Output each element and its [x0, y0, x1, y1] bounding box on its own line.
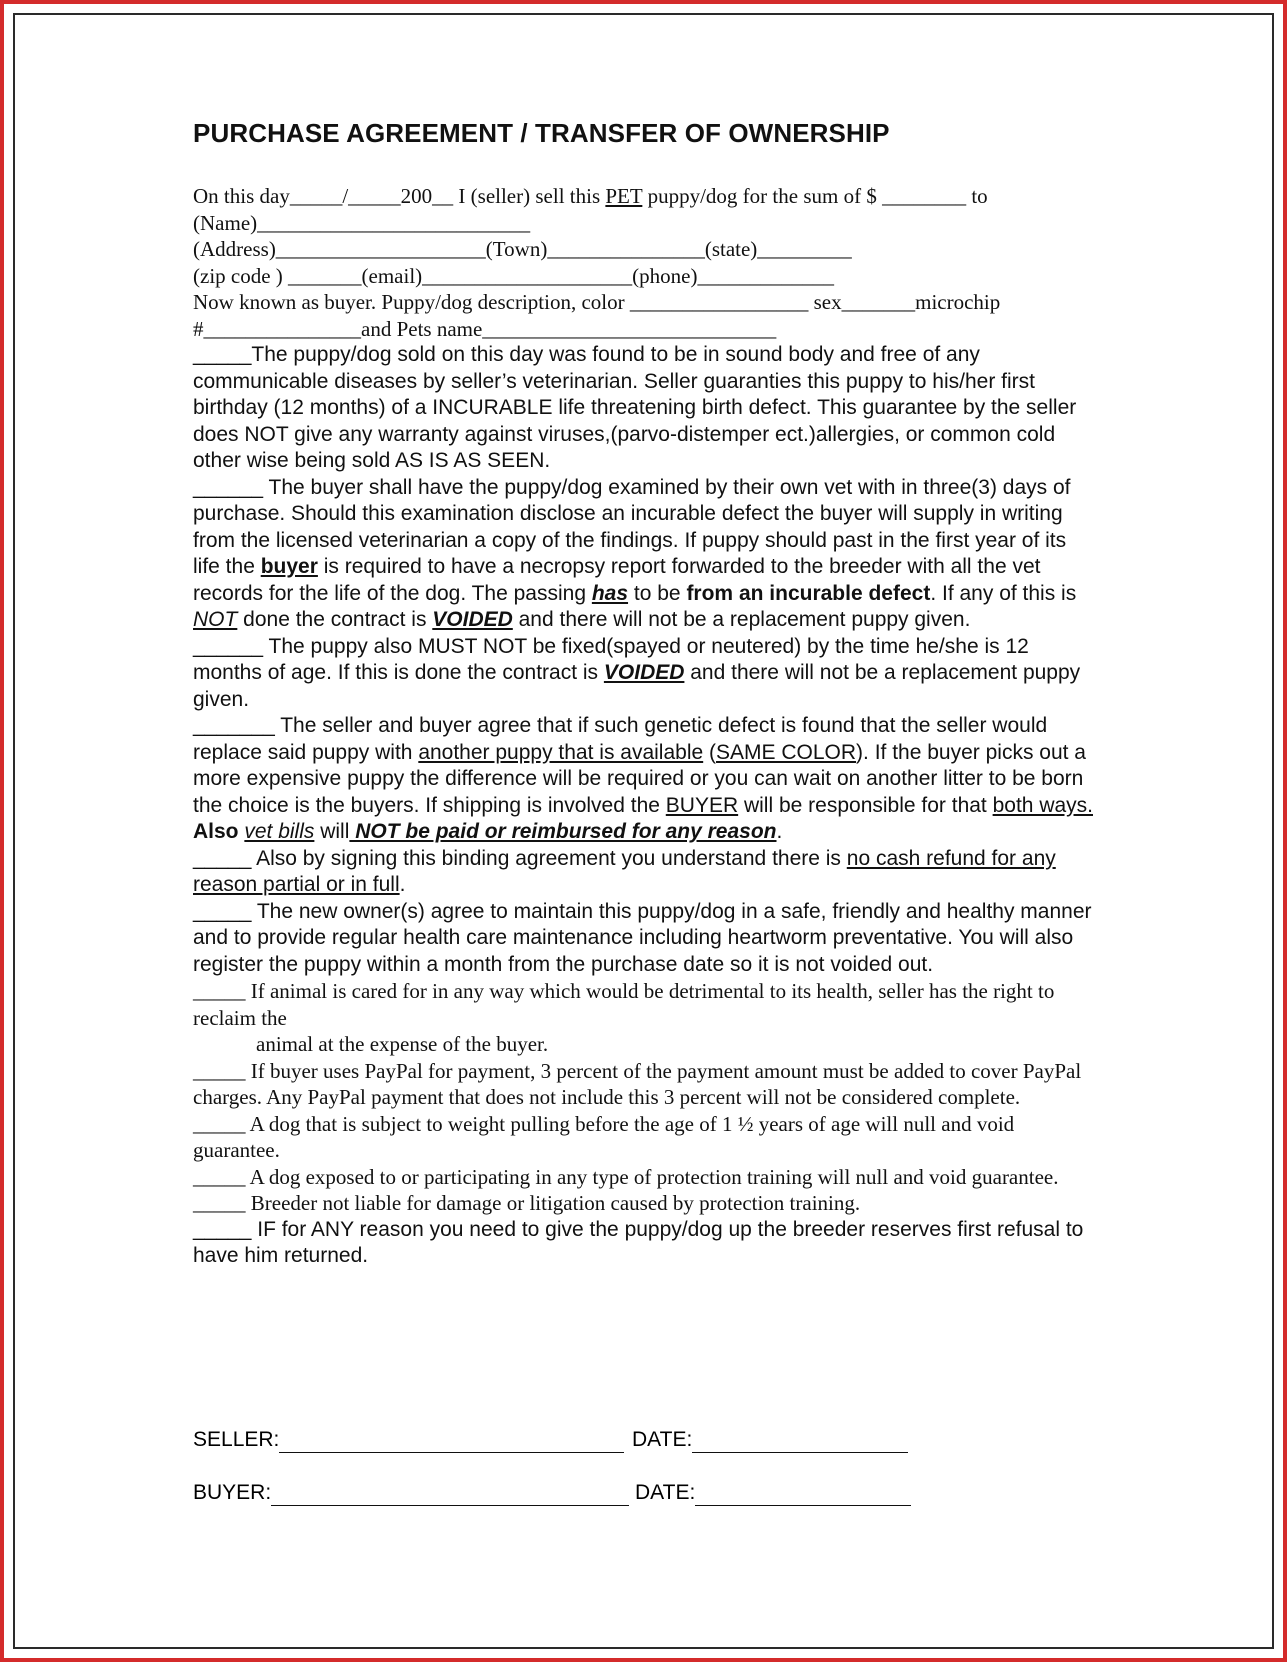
clause-replacement — [193, 713, 1093, 846]
clause-refund — [193, 846, 1093, 899]
clause-reclaim: _____ If animal is cared for in any way which would be detrimental to its health, seller has the right to reclaim the — [193, 979, 1055, 1030]
clause-fixed-voided: VOIDED — [603, 661, 685, 684]
clause-replacement-c: ( — [703, 740, 717, 764]
buyer-signature-row — [193, 1481, 993, 1506]
buyer-date-line[interactable] — [695, 1481, 911, 1506]
clause-replacement-also: Also — [193, 820, 239, 843]
seller-date-label: DATE: — [632, 1428, 693, 1451]
clause-replacement-g: will be responsible for that — [738, 793, 993, 817]
clause-reclaim-continued: animal at the expense of the buyer. — [256, 1032, 549, 1056]
buyer-label: BUYER: — [193, 1481, 272, 1504]
clauses-final — [193, 1217, 1093, 1270]
clause-liability: _____ Breeder not liable for damage or litigation caused by protection training. — [193, 1191, 861, 1215]
buyer-signature-line[interactable] — [271, 1481, 629, 1506]
clause-vet-exam-not: NOT — [193, 608, 238, 631]
clause-replacement-n: . — [776, 820, 783, 843]
clause-health: _____The puppy/dog sold on this day was found to be in sound body and free of any communicable diseases by seller’s veterinarian. Seller guaranties this puppy to his/her first birthday (12 months) of a INCURABLE life threatening birth defect. This guarantee by the seller does NOT give any warranty against viruses,(parvo-distemper ect.)allergies, or common cold other wise being sold AS IS AS SEEN. — [193, 343, 1077, 472]
clause-replacement-both-ways: both ways. — [992, 793, 1093, 817]
header-line-microchip: #_______________and Pets name____________________________ — [193, 316, 777, 341]
clause-refund-c: . — [399, 873, 406, 896]
clause-replacement-e: ). If the buyer picks out a more expensive puppy the difference will be required or you can wait on another litter to be born the choice is the buyers. If shipping is involved the — [193, 740, 1086, 817]
clause-vet-exam-voided: VOIDED — [432, 608, 513, 631]
clause-vet-exam-from: from an incurable defect — [686, 581, 931, 605]
clause-refund-a: _____ Also by signing this binding agreement you understand there is — [193, 846, 847, 870]
clause-paypal: _____ If buyer uses PayPal for payment, 3 percent of the payment amount must be added to cover PayPal charges. Any PayPal payment that does not include this 3 percent will not be considered complete. — [193, 1058, 1082, 1109]
buyer-date-label: DATE: — [635, 1481, 696, 1504]
clause-vet-exam-buyer: buyer — [260, 555, 318, 578]
clause-replacement-will: will — [314, 820, 350, 843]
clause-replacement-not-paid: NOT be paid or reimbursed for any reason — [349, 820, 777, 843]
header-line-address: (Address)____________________(Town)_______________(state)_________ — [193, 237, 852, 261]
clause-vet-exam-k: and there will not be a replacement puppy given. — [512, 608, 971, 631]
clause-replacement-buyer: BUYER — [665, 793, 739, 817]
header-line-1-a: On this day_____/_____200__ I (seller) sell this — [193, 184, 606, 208]
header-line-1 — [193, 183, 1093, 210]
clause-replacement-vet-bills: vet bills — [244, 820, 315, 843]
clause-vet-exam-c: is required to have a necropsy report forwarded to the breeder with all the vet records for the life of the dog. The passing — [193, 555, 1041, 605]
clause-replacement-available: another puppy that is available — [418, 740, 704, 764]
seller-signature-line[interactable] — [279, 1428, 624, 1453]
header-line-description: Now known as buyer. Puppy/dog description, color _________________ sex_______microchip — [193, 290, 1001, 314]
header-line-name: (Name)__________________________ — [193, 210, 531, 235]
clause-vet-exam-a: ______ The buyer shall have the puppy/dog examined by their own vet with in three(3) days of purchase. Should this examination disclose an incurable defect the buyer will supply in writing from the licensed veterinarian a copy of the findings. If puppy should past in the first year of its life the — [193, 475, 1071, 578]
seller-signature-row — [193, 1428, 993, 1453]
document-title: PURCHASE AGREEMENT / TRANSFER OF OWNERSHIP — [193, 118, 890, 148]
clause-vet-exam-g: . If any of this is — [930, 581, 1077, 605]
clause-maintenance: _____ The new owner(s) agree to maintain this puppy/dog in a safe, friendly and healthy manner and to provide regular health care maintenance including heartworm preventative. You will also register the puppy within a month from the purchase date so it is not voided out. — [193, 899, 1092, 976]
clauses-serif — [193, 978, 1093, 1217]
clause-protection-training: _____ A dog exposed to or participating in any type of protection training will null and void guarantee. — [193, 1164, 1059, 1189]
clause-vet-exam — [193, 475, 1093, 634]
document-body — [193, 118, 1093, 1270]
clauses-sans — [193, 342, 1093, 978]
clause-replacement-a: _______ The seller and buyer agree that if such genetic defect is found that the seller would replace said puppy with — [193, 714, 1048, 764]
clause-replacement-same-color: SAME COLOR — [716, 740, 857, 764]
header-fields — [193, 183, 1093, 342]
clause-vet-exam-e: to be — [628, 581, 687, 605]
seller-date-group — [632, 1428, 908, 1453]
clause-first-refusal: _____ IF for ANY reason you need to give the puppy/dog up the breeder reserves first refusal to have him returned. — [193, 1217, 1084, 1267]
clause-fixed-c: and there will not be a replacement puppy given. — [193, 661, 1081, 711]
clause-fixed — [193, 634, 1093, 714]
header-line-zip: (zip code ) _______(email)____________________(phone)_____________ — [193, 263, 834, 288]
clause-vet-exam-i: done the contract is — [237, 608, 433, 631]
header-line-1-pet: PET — [605, 184, 643, 208]
clause-refund-no-cash: no cash refund for any reason partial or in full — [193, 846, 1056, 896]
clause-fixed-a: ______ The puppy also MUST NOT be fixed(spayed or neutered) by the time he/she is 12 months of age. If this is done the contract is — [193, 634, 1029, 684]
clause-vet-exam-has: has — [591, 581, 629, 605]
seller-date-line[interactable] — [692, 1428, 908, 1453]
seller-label: SELLER: — [193, 1428, 280, 1451]
clause-weight-pulling: _____ A dog that is subject to weight pulling before the age of 1 ½ years of age will null and void guarantee. — [193, 1111, 1015, 1162]
header-line-1-b: puppy/dog for the sum of $ ________ to — [642, 184, 988, 208]
buyer-date-group — [635, 1481, 911, 1506]
